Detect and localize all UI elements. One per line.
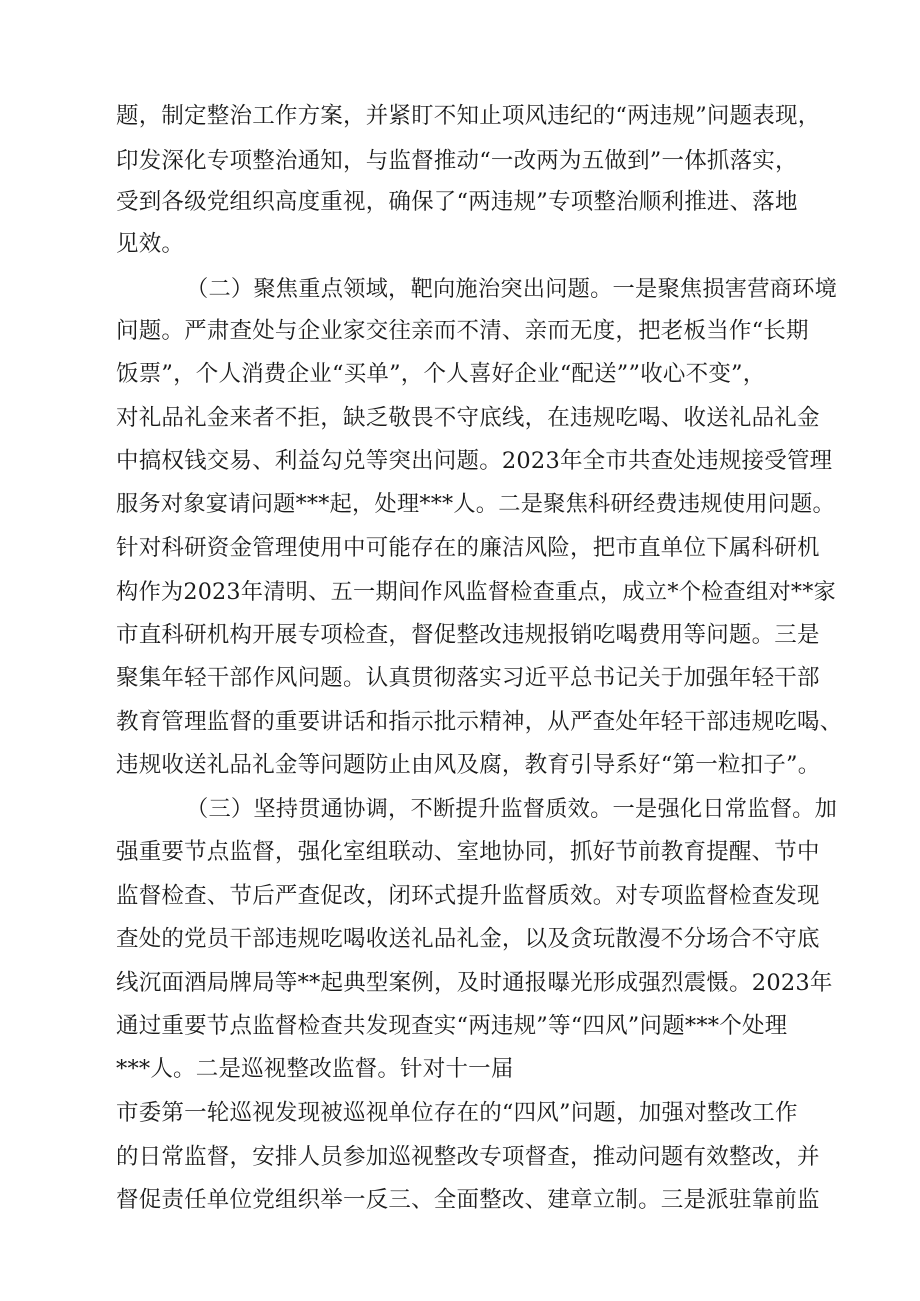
text-line: 见效。 [116, 231, 185, 257]
text-line: 查处的党员干部违规吃喝收送礼品礼金，以及贪玩散漫不分场合不守底 [116, 926, 820, 952]
text-line: 印发深化专项整治通知，与监督推动“一改两为五做到”一体抓落实， [116, 148, 798, 174]
text-line: 通过重要节点监督检查共发现查实“两违规”等“四风”问题***个处理 [116, 1013, 788, 1039]
text-line: 中搞权钱交易、利益勾兑等突出问题。2023年全市共查处违规接受管理 [116, 448, 833, 474]
text-line: 违规收送礼品礼金等问题防止由风及腐，教育引导系好“第一粒扣子”。 [116, 752, 821, 778]
text-line: 监督检查、节后严查促改，闭环式提升监督质效。对专项监督检查发现 [116, 883, 820, 909]
text-line: 市委第一轮巡视发现被巡视单位存在的“四风”问题，加强对整改工作 [116, 1100, 798, 1126]
text-line: 强重要节点监督，强化室组联动、室地协同，抓好节前教育提醒、节中 [116, 839, 820, 865]
paragraph-heading-3: （三）坚持贯通协调，不断提升监督质效。一是强化日常监督。加 [186, 796, 838, 822]
text-line: 构作为2023年清明、五一期间作风监督检查重点，成立*个检查组对**家 [116, 579, 836, 605]
text-line: 聚集年轻干部作风问题。认真贯彻落实习近平总书记关于加强年轻干部 [116, 665, 820, 691]
text-line: 问题。严肃查处与企业家交往亲而不清、亲而无度，把老板当作“长期 [116, 318, 809, 344]
paragraph-heading-2: （二）聚焦重点领域，靶向施治突出问题。一是聚焦损害营商环境 [186, 276, 838, 302]
text-line: 饭票”，个人消费企业“买单”，个人喜好企业“配送””收心不变”， [116, 361, 766, 387]
text-line: 线沉面酒局牌局等**起典型案例，及时通报曝光形成强烈震慑。2023年 [116, 970, 833, 996]
text-line: 督促责任单位党组织举一反三、全面整改、建章立制。三是派驻靠前监 [116, 1187, 820, 1213]
text-line: 的日常监督，安排人员参加巡视整改专项督查，推动问题有效整改，并 [116, 1144, 820, 1170]
text-line: ***人。二是巡视整改监督。针对十一届 [116, 1056, 514, 1082]
text-line: 受到各级党组织高度重视，确保了“两违规”专项整治顺利推进、落地 [116, 189, 798, 215]
text-line: 教育管理监督的重要讲话和指示批示精神，从严查处年轻干部违规吃喝、 [116, 709, 843, 735]
text-line: 服务对象宴请问题***起，处理***人。二是聚焦科研经费违规使用问题。 [116, 491, 835, 517]
text-line: 针对科研资金管理使用中可能存在的廉洁风险，把市直单位下属科研机 [116, 535, 820, 561]
text-line: 市直科研机构开展专项检查，督促整改违规报销吃喝费用等问题。三是 [116, 622, 820, 648]
text-line: 对礼品礼金来者不拒，缺乏敬畏不守底线，在违规吃喝、收送礼品礼金 [116, 405, 820, 431]
text-line: 题，制定整治工作方案，并紧盯不知止项风违纪的“两违规”问题表现， [116, 103, 821, 129]
